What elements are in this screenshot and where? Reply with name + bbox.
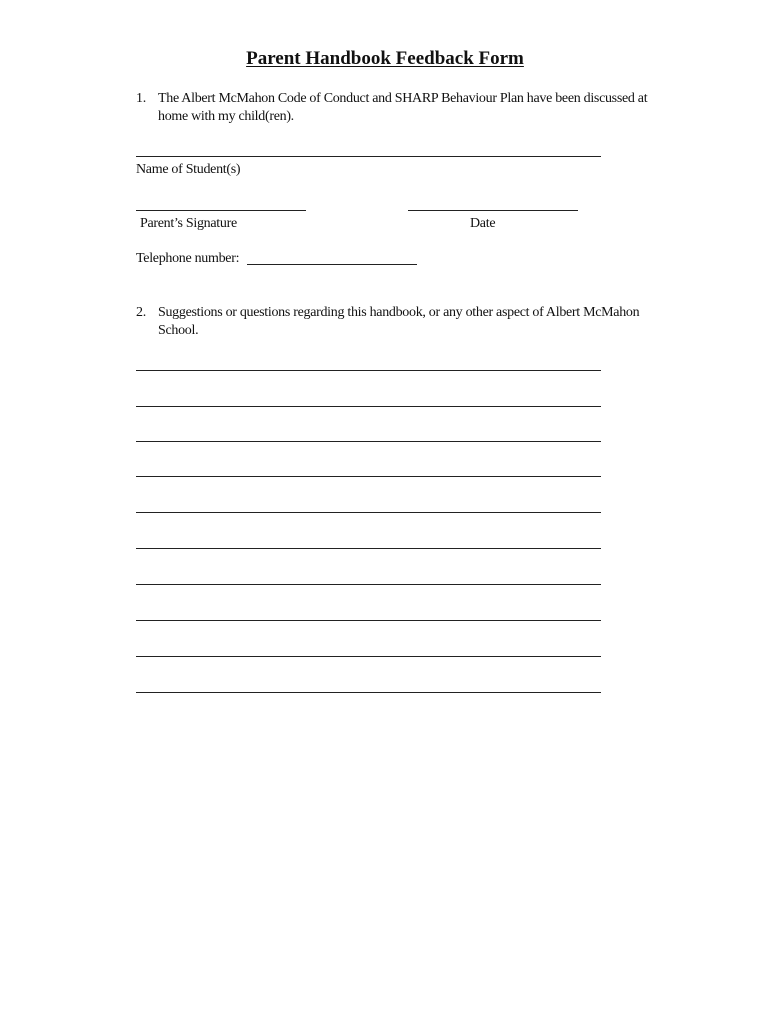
question-2-text-line-2: School. — [158, 323, 199, 338]
suggestions-line[interactable] — [136, 692, 601, 693]
date-line[interactable] — [408, 210, 578, 211]
student-name-label: Name of Student(s) — [136, 162, 241, 177]
question-1-text-line-1: The Albert McMahon Code of Conduct and SHARP Behaviour Plan have been discussed at — [158, 91, 648, 106]
telephone-line[interactable] — [247, 264, 417, 265]
suggestions-line[interactable] — [136, 656, 601, 657]
question-1-number: 1. — [136, 91, 146, 106]
parent-signature-line[interactable] — [136, 210, 306, 211]
suggestions-line[interactable] — [136, 370, 601, 371]
suggestions-line[interactable] — [136, 512, 601, 513]
suggestions-line[interactable] — [136, 584, 601, 585]
date-label: Date — [470, 216, 496, 231]
suggestions-line[interactable] — [136, 476, 601, 477]
question-2-text-line-1: Suggestions or questions regarding this handbook, or any other aspect of Albert McMahon — [158, 305, 640, 320]
telephone-label: Telephone number: — [136, 251, 240, 266]
form-title: Parent Handbook Feedback Form — [246, 48, 524, 69]
suggestions-line[interactable] — [136, 620, 601, 621]
question-1-text-line-2: home with my child(ren). — [158, 109, 294, 124]
student-name-line[interactable] — [136, 156, 601, 157]
suggestions-line[interactable] — [136, 548, 601, 549]
suggestions-line[interactable] — [136, 441, 601, 442]
suggestions-line[interactable] — [136, 406, 601, 407]
parent-signature-label: Parent’s Signature — [140, 216, 237, 231]
question-2-number: 2. — [136, 305, 146, 320]
